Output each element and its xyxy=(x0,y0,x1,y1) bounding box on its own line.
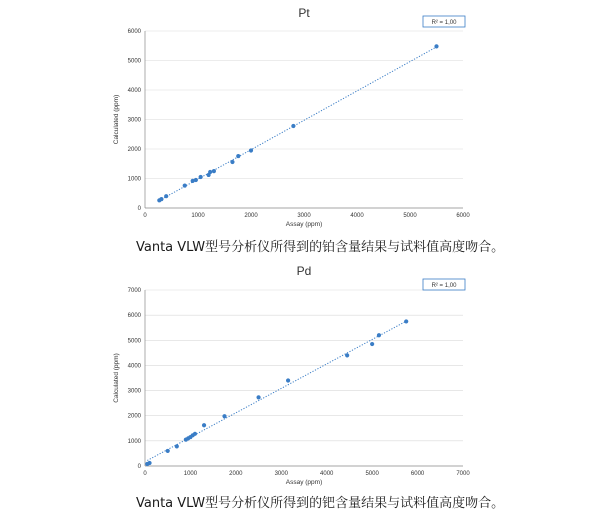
pt-y-tick-label: 4000 xyxy=(127,88,141,94)
pd-data-point xyxy=(256,395,260,399)
pd-y-tick-label: 1000 xyxy=(127,438,141,445)
pt-data-point xyxy=(159,197,163,201)
pt-data-point xyxy=(212,169,216,173)
pt-y-tick-label: 6000 xyxy=(127,29,141,35)
pd-y-tick-label: 3000 xyxy=(127,388,141,395)
pd-y-tick-label: 5000 xyxy=(127,338,141,345)
pt-x-axis-title: Assay (ppm) xyxy=(285,221,323,228)
pd-chart-title: Pd xyxy=(296,264,312,278)
pd-legend-label: R² = 1,00 xyxy=(431,282,457,289)
pt-data-point xyxy=(183,183,187,187)
pd-x-tick-label: 7000 xyxy=(456,471,470,477)
pt-x-tick-label: 5000 xyxy=(403,213,417,219)
pt-data-point xyxy=(236,154,240,158)
pd-data-point xyxy=(166,449,170,453)
pd-data-point xyxy=(345,353,349,357)
pt-data-point xyxy=(199,175,203,179)
pt-legend xyxy=(423,16,465,27)
pt-y-tick-label: 2000 xyxy=(127,147,141,153)
pt-y-tick-label: 1000 xyxy=(127,176,141,183)
pt-x-tick-label: 0 xyxy=(143,213,147,219)
pt-x-tick-label: 4000 xyxy=(350,213,364,219)
pt-x-tick-label: 6000 xyxy=(456,213,470,219)
pd-x-tick-label: 1000 xyxy=(183,471,198,477)
pt-x-tick-label: 2000 xyxy=(244,213,258,219)
pd-y-tick-label: 4000 xyxy=(127,363,141,370)
pd-data-point xyxy=(404,319,408,323)
pd-chart-panel xyxy=(0,260,600,515)
pd-data-point xyxy=(202,423,206,427)
pt-data-point xyxy=(164,194,168,198)
pt-x-tick-label: 1000 xyxy=(191,213,205,219)
pd-y-tick-label: 6000 xyxy=(127,313,141,320)
pd-data-point xyxy=(175,444,179,448)
pd-data-point xyxy=(377,333,381,337)
pt-data-point xyxy=(194,178,198,182)
pt-data-point xyxy=(208,170,212,174)
pt-x-tick-label: 3000 xyxy=(297,213,311,219)
pd-y-tick-label: 2000 xyxy=(127,413,141,420)
pt-legend-label: R² = 1,00 xyxy=(431,19,457,26)
pd-caption: Vanta VLW型号分析仪所得到的钯含量结果与试料值高度吻合。 xyxy=(136,496,505,511)
pd-x-tick-label: 2000 xyxy=(229,471,243,477)
pt-data-point xyxy=(434,44,438,48)
pd-y-axis-title: Calculated (ppm) xyxy=(113,353,120,403)
pd-x-axis-title: Assay (ppm) xyxy=(285,479,323,486)
pd-legend xyxy=(423,279,465,290)
pt-chart xyxy=(0,0,600,232)
pd-chart xyxy=(0,260,600,490)
pt-y-tick-label: 3000 xyxy=(127,117,141,124)
pd-data-point xyxy=(370,342,374,346)
pt-data-point xyxy=(230,160,234,164)
pd-x-tick-label: 5000 xyxy=(365,471,379,477)
pd-data-point xyxy=(147,461,151,465)
pd-x-tick-label: 6000 xyxy=(410,471,425,477)
pd-y-tick-label: 7000 xyxy=(127,288,141,294)
pd-data-point xyxy=(222,414,226,418)
pt-data-point xyxy=(291,124,295,128)
pd-x-tick-label: 4000 xyxy=(320,471,334,477)
pd-data-point xyxy=(286,378,290,382)
pd-data-point xyxy=(193,432,197,436)
pd-y-tick-label: 0 xyxy=(137,464,141,470)
pt-y-tick-label: 5000 xyxy=(127,58,141,65)
pd-x-tick-label: 0 xyxy=(143,471,147,477)
pt-y-axis-title: Calculated (ppm) xyxy=(113,94,120,145)
pt-chart-title: Pt xyxy=(298,6,310,20)
pt-caption: Vanta VLW型号分析仪所得到的铂含量结果与试料值高度吻合。 xyxy=(136,240,505,255)
pt-data-point xyxy=(249,148,253,152)
pt-y-tick-label: 0 xyxy=(137,206,141,212)
pd-x-tick-label: 3000 xyxy=(274,471,288,477)
